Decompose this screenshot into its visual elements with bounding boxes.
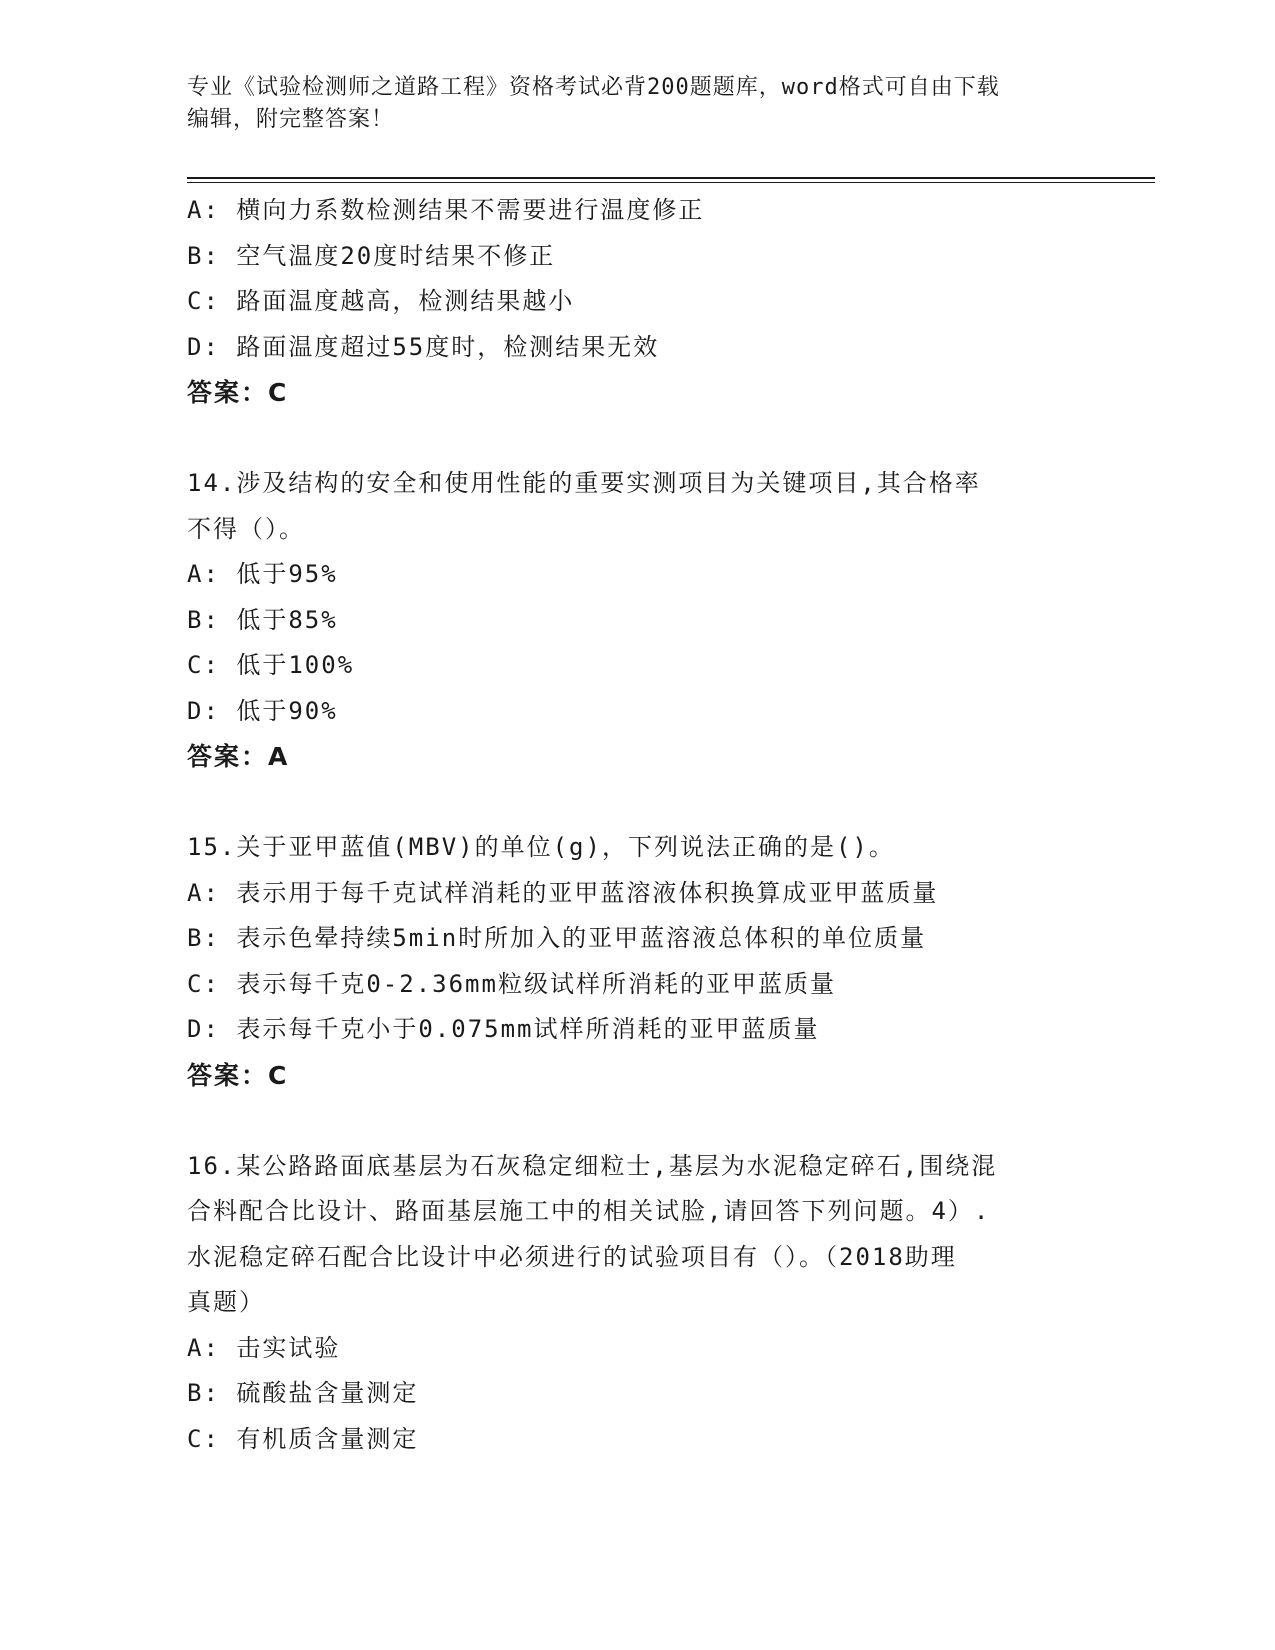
question-14 [187, 461, 1087, 780]
answer: 答案：C [187, 378, 289, 407]
spacer [187, 1098, 1087, 1144]
option-c: C: 路面温度越高，检测结果越小 [187, 287, 575, 315]
header-line-2: 编辑，附完整答案！ [187, 107, 395, 132]
header-divider-thick [187, 177, 1155, 179]
document-header [187, 72, 1067, 136]
option-b: B: 硫酸盐含量测定 [187, 1379, 419, 1407]
option-d: D: 低于90% [187, 696, 338, 725]
question-16 [187, 1144, 1087, 1463]
question-stem-line: 不得（）。 [187, 514, 305, 543]
question-list [187, 188, 1087, 1462]
spacer [187, 780, 1087, 826]
option-b: B: 低于85% [187, 605, 338, 634]
question-stem-line: 14.涉及结构的安全和使用性能的重要实测项目为关键项目,其合格率 [187, 469, 981, 497]
spacer [187, 416, 1087, 462]
option-c: C: 表示每千克0-2.36mm粒级试样所消耗的亚甲蓝质量 [187, 969, 836, 998]
question-stem-line: 15.关于亚甲蓝值(MBV)的单位(g)，下列说法正确的是()。 [187, 833, 895, 861]
option-d: D: 路面温度超过55度时，检测结果无效 [187, 332, 660, 361]
option-b: B: 空气温度20度时结果不修正 [187, 241, 556, 270]
option-a: A: 击实试验 [187, 1333, 341, 1362]
question-stem-line: 合料配合比设计、路面基层施工中的相关试脸,请回答下列问题。4）. [187, 1197, 991, 1225]
header-line-1: 专业《试验检测师之道路工程》资格考试必背200题题库，word格式可自由下载 [187, 75, 1000, 100]
option-a: A: 横向力系数检测结果不需要进行温度修正 [187, 196, 705, 224]
question-stem-line: 16.某公路路面底基层为石灰稳定细粒士,基层为水泥稳定碎石,围绕混 [187, 1151, 998, 1180]
question-15 [187, 825, 1087, 1098]
question-13 [187, 188, 1087, 416]
header-divider-thin [187, 182, 1155, 183]
option-a: A: 低于95% [187, 560, 338, 588]
option-a: A: 表示用于每千克试样消耗的亚甲蓝溶液体积换算成亚甲蓝质量 [187, 878, 939, 907]
question-stem-line: 水泥稳定碎石配合比设计中必须进行的试验项目有（）。（2018助理 [187, 1242, 957, 1271]
answer: 答案：C [187, 1060, 289, 1090]
option-c: C: 低于100% [187, 651, 355, 679]
option-c: C: 有机质含量测定 [187, 1424, 419, 1453]
option-d: D: 表示每千克小于0.075mm试样所消耗的亚甲蓝质量 [187, 1015, 820, 1043]
question-stem-line: 真题） [187, 1288, 265, 1316]
option-b: B: 表示色晕持续5min时所加入的亚甲蓝溶液总体积的单位质量 [187, 924, 927, 952]
answer: 答案：A [187, 742, 290, 771]
